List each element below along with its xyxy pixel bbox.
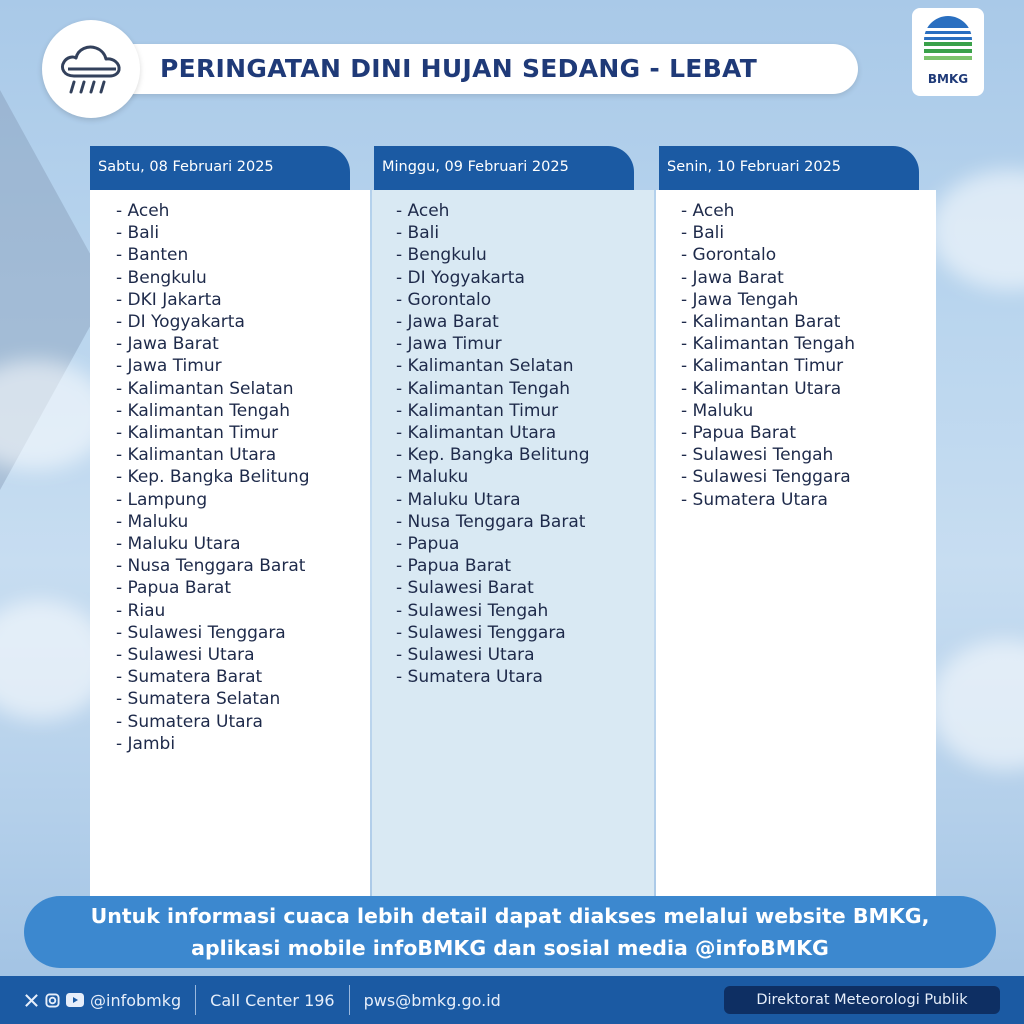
region-item: - Jawa Barat: [681, 267, 784, 288]
region-item: - Gorontalo: [396, 289, 492, 310]
date-tab-sunday: Minggu, 09 Februari 2025: [374, 146, 634, 190]
region-item: - Kalimantan Selatan: [396, 356, 574, 377]
region-item: - Sulawesi Tenggara: [681, 467, 851, 488]
region-item: - Sulawesi Tengah: [681, 445, 834, 466]
region-item: - Gorontalo: [681, 245, 777, 266]
region-item: - DI Yogyakarta: [116, 312, 245, 333]
region-item: - DI Yogyakarta: [396, 267, 525, 288]
region-item: - Maluku: [681, 400, 754, 421]
region-item: - Sulawesi Tenggara: [396, 622, 566, 643]
region-item: - Sumatera Utara: [396, 667, 543, 688]
region-item: - Lampung: [116, 489, 208, 510]
region-item: - Jawa Timur: [396, 334, 502, 355]
youtube-icon[interactable]: [66, 993, 84, 1007]
rain-cloud-icon: [56, 38, 126, 100]
region-item: - Maluku: [116, 511, 189, 532]
bmkg-emblem-icon: [920, 14, 976, 70]
region-item: - Sulawesi Utara: [396, 645, 535, 666]
region-item: - Maluku Utara: [396, 489, 521, 510]
region-item: - Jawa Barat: [116, 334, 219, 355]
region-item: - Papua Barat: [681, 423, 796, 444]
region-item: - Bali: [396, 223, 440, 244]
region-item: - Riau: [116, 600, 166, 621]
region-item: - Bali: [116, 223, 160, 244]
email-link[interactable]: pws@bmkg.go.id: [363, 990, 501, 1010]
footer-contacts: [24, 976, 501, 1024]
region-list-monday: [681, 200, 855, 511]
region-item: - Kalimantan Barat: [681, 312, 841, 333]
region-item: - Bengkulu: [116, 267, 207, 288]
region-item: - Papua: [396, 534, 460, 555]
region-item: - Kalimantan Utara: [396, 423, 557, 444]
social-handle[interactable]: @infobmkg: [90, 990, 182, 1010]
info-text: [24, 900, 996, 964]
region-item: - Kalimantan Timur: [116, 423, 279, 444]
region-item: - Jambi: [116, 733, 176, 754]
region-item: - Kalimantan Selatan: [116, 378, 294, 399]
region-item: - Kalimantan Timur: [396, 400, 559, 421]
page-title: PERINGATAN DINI HUJAN SEDANG - LEBAT: [160, 54, 758, 83]
region-item: - Maluku: [396, 467, 469, 488]
footer-divider: [349, 985, 350, 1015]
call-center: Call Center 196: [210, 990, 335, 1010]
region-item: - Banten: [116, 245, 189, 266]
directorate-badge: Direktorat Meteorologi Publik: [724, 986, 1000, 1014]
region-item: - Kalimantan Timur: [681, 356, 844, 377]
region-item: - Kalimantan Utara: [116, 445, 277, 466]
bmkg-logo: [912, 8, 984, 96]
region-list-saturday: [116, 200, 309, 755]
region-item: - Jawa Barat: [396, 312, 499, 333]
region-item: - Kalimantan Tengah: [396, 378, 570, 399]
region-item: - Kep. Bangka Belitung: [116, 467, 310, 488]
region-item: - Kep. Bangka Belitung: [396, 445, 590, 466]
region-item: - Bali: [681, 223, 725, 244]
region-item: - Maluku Utara: [116, 534, 241, 555]
logo-text: BMKG: [927, 72, 969, 86]
region-list-sunday: [396, 200, 589, 688]
region-item: - Sulawesi Barat: [396, 578, 534, 599]
region-item: - Nusa Tenggara Barat: [396, 511, 586, 532]
region-item: - Jawa Timur: [116, 356, 222, 377]
region-item: - Nusa Tenggara Barat: [116, 556, 306, 577]
region-item: - Aceh: [396, 201, 450, 221]
region-item: - Sulawesi Tenggara: [116, 622, 286, 643]
region-item: - Kalimantan Tengah: [116, 400, 290, 421]
x-icon[interactable]: [24, 993, 39, 1008]
region-item: - Sulawesi Tengah: [396, 600, 549, 621]
region-item: - Sumatera Selatan: [116, 689, 281, 710]
region-item: - Jawa Tengah: [681, 289, 799, 310]
region-item: - Sumatera Barat: [116, 667, 263, 688]
info-line-1: Untuk informasi cuaca lebih detail dapat diakses melalui website BMKG,: [90, 904, 930, 928]
region-item: - Sulawesi Utara: [116, 645, 255, 666]
region-item: - Sumatera Utara: [116, 711, 263, 732]
rain-cloud-badge: [42, 20, 140, 118]
date-tab-saturday: Sabtu, 08 Februari 2025: [90, 146, 350, 190]
region-item: - Kalimantan Tengah: [681, 334, 855, 355]
region-item: - Bengkulu: [396, 245, 487, 266]
instagram-icon[interactable]: [45, 993, 60, 1008]
region-item: - DKI Jakarta: [116, 289, 222, 310]
region-item: - Aceh: [116, 201, 170, 221]
background-cloud: [930, 170, 1024, 290]
region-item: - Aceh: [681, 201, 735, 221]
region-item: - Sumatera Utara: [681, 489, 828, 510]
background-cloud: [930, 640, 1024, 770]
region-item: - Papua Barat: [116, 578, 231, 599]
region-item: - Papua Barat: [396, 556, 511, 577]
region-item: - Kalimantan Utara: [681, 378, 842, 399]
info-line-2: aplikasi mobile infoBMKG dan sosial media @infoBMKG: [191, 936, 829, 960]
footer-divider: [195, 985, 196, 1015]
date-tab-monday: Senin, 10 Februari 2025: [659, 146, 919, 190]
